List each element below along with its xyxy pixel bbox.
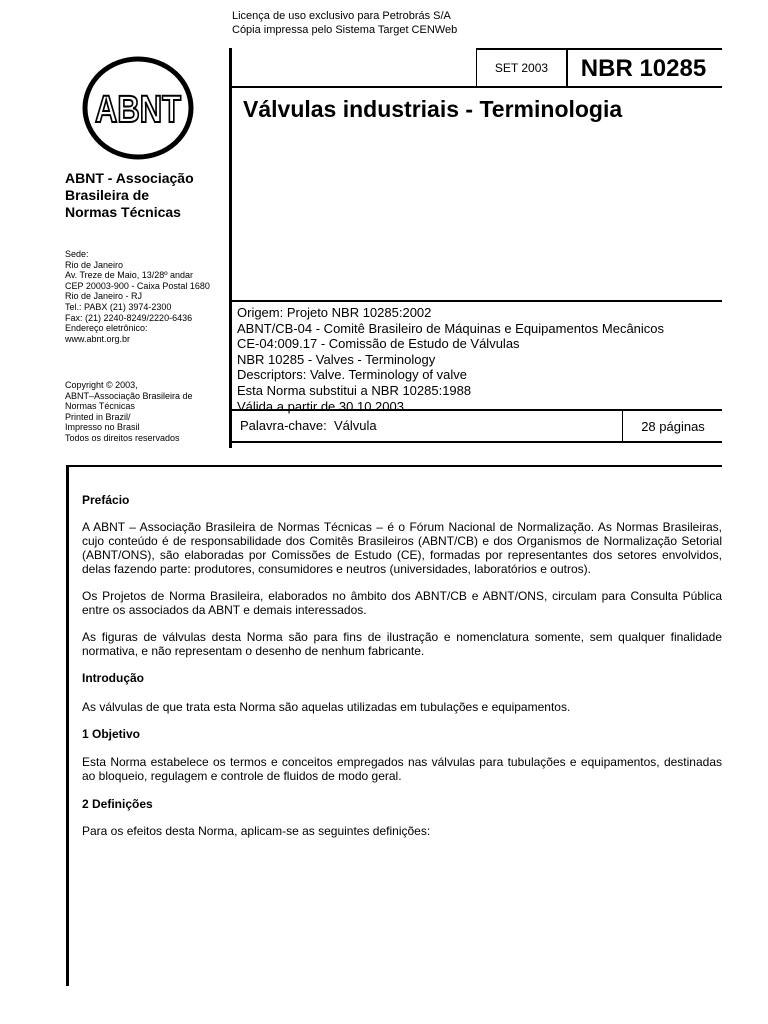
origin-block: [237, 305, 664, 414]
copyright-line: Printed in Brazil/: [65, 411, 131, 422]
copyright-line: Normas Técnicas: [65, 401, 135, 412]
introducao-paragraph: As válvulas de que trata esta Norma são aquelas utilizadas em tubulações e equipamentos.: [82, 700, 571, 714]
copyright-block: [65, 380, 193, 444]
address-line: Fax: (21) 2240-8249/2220-6436: [65, 312, 193, 323]
address-line: Av. Treze de Maio, 13/28º andar: [65, 270, 194, 281]
origin-line: Válida a partir de 30.10.2003: [237, 398, 404, 414]
keyword-label: Palavra-chave:: [240, 418, 327, 433]
origin-line: Esta Norma substitui a NBR 10285:1988: [237, 382, 472, 398]
organization-name: [65, 170, 194, 221]
definicoes-paragraph: Para os efeitos desta Norma, aplicam-se as seguintes definições:: [82, 824, 431, 838]
prefacio-paragraph-3: As figuras de válvulas desta Norma são para fins de ilustração e nomenclatura somente, sem qualquer finalidade normativa, e não representam o desenho de nenhum fabricante.: [82, 630, 722, 658]
definicoes-heading: 2 Definições: [82, 797, 153, 811]
address-line: CEP 20003-900 - Caixa Postal 1680: [65, 280, 210, 291]
address-block: [65, 249, 210, 344]
website-link[interactable]: www.abnt.org.br: [65, 333, 131, 344]
left-rule: [229, 48, 232, 448]
origin-line: CE-04:009.17 - Comissão de Estudo de Válvulas: [237, 336, 520, 352]
norm-number: NBR 10285: [580, 55, 707, 82]
header-rule: [232, 86, 722, 88]
prefacio-heading: Prefácio: [82, 493, 130, 507]
keyword-row: [232, 411, 722, 441]
license-notice: [232, 9, 457, 37]
content-left-rule: [66, 466, 69, 986]
org-name-line: Brasileira de: [65, 187, 150, 203]
origin-rule: [232, 300, 722, 302]
document-title: Válvulas industriais - Terminologia: [243, 96, 623, 122]
keyword: [240, 418, 377, 433]
origin-line: Origem: Projeto NBR 10285:2002: [237, 305, 432, 320]
logo-text: ABNT: [95, 89, 181, 131]
org-name-line: ABNT - Associação: [65, 170, 194, 186]
keyword-value: Válvula: [333, 418, 377, 433]
copyright-line: Todos os direitos reservados: [65, 432, 180, 443]
copyright-line: Impresso no Brasil: [65, 422, 140, 433]
prefacio-paragraph-2: Os Projetos de Norma Brasileira, elaborados no âmbito dos ABNT/CB e ABNT/ONS, circulam para Consulta Pública entre os associados da ABNT e demais interessados.: [82, 589, 722, 617]
content-top-rule: [66, 465, 722, 467]
address-line: Rio de Janeiro: [65, 259, 124, 270]
objetivo-heading: 1 Objetivo: [82, 727, 141, 741]
license-line-2: Cópia impressa pelo Sistema Target CENWeb: [232, 24, 458, 36]
address-line: Rio de Janeiro - RJ: [65, 291, 143, 302]
copyright-line: Copyright © 2003,: [65, 380, 138, 390]
objetivo-paragraph: Esta Norma estabelece os termos e conceitos empregados nas válvulas para tubulações e equipamentos, destinadas ao bloqueio, regulagem e controle de fluidos de modo geral.: [82, 755, 722, 783]
address-line: Endereço eletrônico:: [65, 323, 148, 334]
introducao-heading: Introdução: [82, 671, 144, 685]
origin-line: Descriptors: Valve. Terminology of valve: [237, 367, 468, 383]
license-line-1: Licença de uso exclusivo para Petrobrás S/A: [232, 10, 451, 22]
page-count: 28 páginas: [622, 411, 723, 441]
keyword-bottom-rule: [232, 441, 722, 443]
origin-line: ABNT/CB-04 - Comitê Brasileiro de Máquinas e Equipamentos Mecânicos: [237, 320, 665, 336]
prefacio-paragraph-1: A ABNT – Associação Brasileira de Normas Técnicas – é o Fórum Nacional de Normalização. As Normas Brasileiras, cujo conteúdo é de responsabilidade dos Comitês Brasileiros (ABNT/CB) e dos Organismos de Normalização Setorial (ABNT/ONS), são elaboradas por Comissões de Estudo (CE), formadas por representantes dos setores envolvidos, delas fazendo parte: produtores, consumidores e neutros (universidades, laboratórios e outros).: [82, 520, 722, 576]
origin-line: NBR 10285 - Valves - Terminology: [237, 351, 436, 367]
copyright-line: ABNT–Associação Brasileira de: [65, 390, 193, 401]
abnt-logo: [82, 56, 194, 160]
address-line: Tel.: PABX (21) 3974-2300: [65, 301, 172, 312]
address-line: Sede:: [65, 249, 89, 259]
publication-date: SET 2003: [476, 50, 568, 86]
org-name-line: Normas Técnicas: [65, 204, 181, 220]
